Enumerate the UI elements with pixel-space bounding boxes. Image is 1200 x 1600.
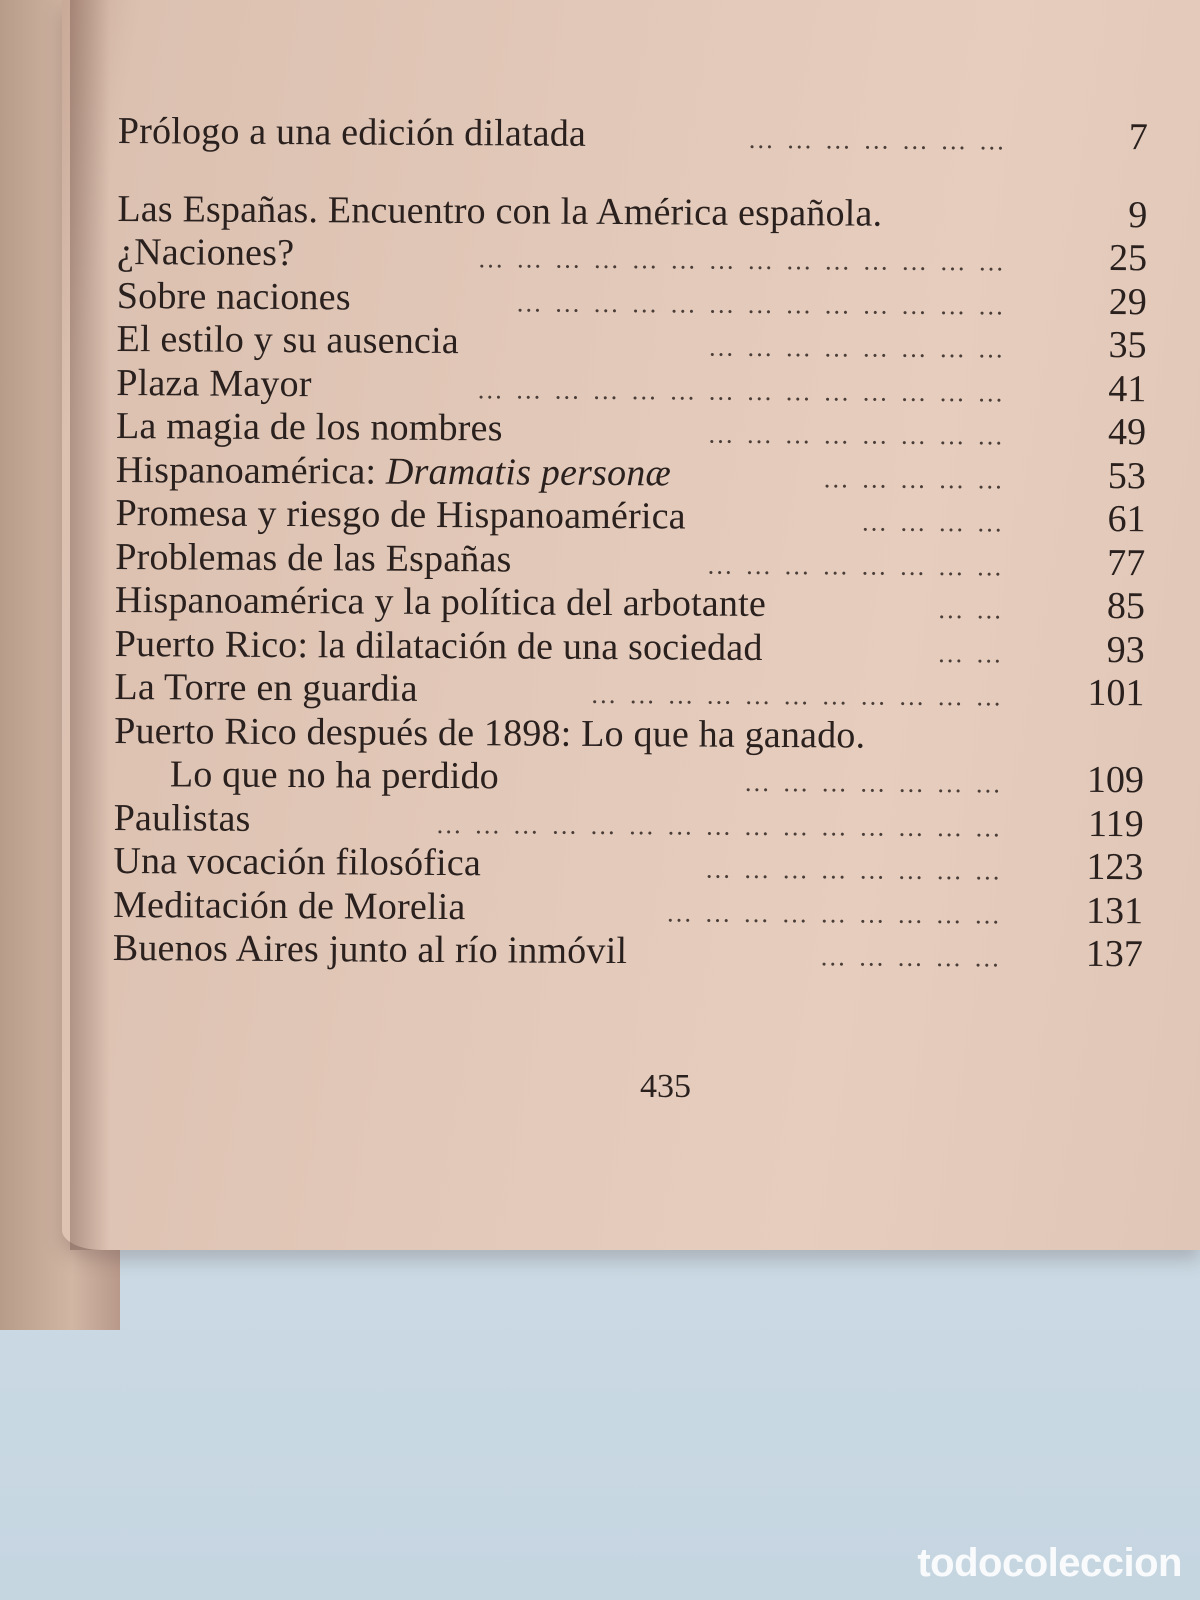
toc-entry-page: 9 xyxy=(1128,193,1148,236)
toc-entry-page: 101 xyxy=(1087,671,1145,715)
toc-leader-dots: … … … … … … … xyxy=(747,124,1008,156)
toc-entry xyxy=(116,405,1146,455)
toc-entry xyxy=(115,535,1145,585)
toc-leader-dots: … … … … … … … … xyxy=(707,419,1007,451)
toc-entry-title: Buenos Aires junto al río inmóvil xyxy=(112,926,628,973)
toc-entry xyxy=(117,231,1147,281)
toc-leader-dots: … … … … … … … … xyxy=(704,854,1004,886)
toc-entry-title: Sobre naciones xyxy=(116,274,351,318)
toc-leader-dots: … … … … … … … … xyxy=(706,550,1006,581)
toc-entry xyxy=(116,448,1146,498)
toc-leader-dots: … … … … … … … … xyxy=(707,332,1007,364)
toc-entry-page: 41 xyxy=(1108,367,1147,410)
toc-entry xyxy=(115,622,1145,672)
toc-entry xyxy=(115,579,1145,629)
toc-entry-page: 119 xyxy=(1087,802,1144,845)
toc-entry xyxy=(114,666,1144,716)
toc-entry-page: 93 xyxy=(1106,628,1145,671)
watermark-logo: todocoleccion xyxy=(917,1541,1182,1585)
toc-entry xyxy=(114,709,1144,759)
toc-leader-dots: … … … … … xyxy=(822,463,1006,494)
toc-entry-title: ¿Naciones? xyxy=(117,230,295,275)
toc-entry-page: 29 xyxy=(1108,280,1147,323)
toc-entry-page: 85 xyxy=(1106,585,1146,628)
toc-entry-page: 53 xyxy=(1107,454,1146,497)
toc-entry xyxy=(113,883,1143,933)
toc-entry-title: La magia de los nombres xyxy=(115,404,503,450)
toc-leader-dots: … … … … … xyxy=(819,942,1003,973)
toc-entry-title: Problemas de las Españas xyxy=(115,535,512,580)
toc-leader-dots: … … … … … … … … … … … … … … xyxy=(477,244,1008,277)
toc-entry-page: 49 xyxy=(1107,411,1147,454)
toc-entry-title: Meditación de Morelia xyxy=(113,883,466,928)
table-of-contents xyxy=(113,110,1148,977)
toc-entry-title: Las Españas. Encuentro con la América española. xyxy=(117,187,883,235)
toc-leader-dots: … … … … … … … … … xyxy=(666,897,1004,929)
page-number-folio: 435 xyxy=(640,1068,691,1105)
toc-leader-dots: … … … … xyxy=(860,507,1006,538)
toc-entry-title: Paulistas xyxy=(113,796,251,840)
toc-entry-title xyxy=(116,448,671,495)
toc-leader-dots: … … … … … … … … … … … … … … xyxy=(476,374,1007,407)
toc-entry-page: 131 xyxy=(1086,889,1144,932)
toc-entry xyxy=(114,796,1144,846)
toc-entry-page: 25 xyxy=(1108,237,1148,280)
toc-entry-title-italic: Dramatis personæ xyxy=(385,450,672,494)
toc-leader-dots: … … … … … … … … … … … xyxy=(590,679,1005,712)
toc-entry-page: 109 xyxy=(1086,758,1145,802)
toc-entry-page: 137 xyxy=(1085,932,1143,976)
toc-leader-dots: … … … … … … … … … … … … … … … xyxy=(435,809,1004,842)
toc-entry xyxy=(116,361,1146,411)
toc-entry-title: La Torre en guardia xyxy=(114,665,418,710)
toc-leader-dots: … … … … … … … … … … … … … xyxy=(515,287,1007,320)
toc-entry xyxy=(114,753,1144,803)
toc-entry-title: Prólogo a una edición dilatada xyxy=(117,110,587,155)
toc-entry xyxy=(118,110,1148,160)
toc-entry-page: 7 xyxy=(1128,116,1148,159)
toc-leader-dots: … … xyxy=(937,638,1005,668)
toc-entry-title: Hispanoamérica y la política del arbotante xyxy=(114,578,767,625)
toc-entry-page: 61 xyxy=(1107,498,1146,541)
toc-entry xyxy=(113,840,1143,890)
gutter-shadow xyxy=(70,0,110,1250)
toc-leader-dots: … … xyxy=(937,595,1006,625)
toc-entry xyxy=(115,492,1145,542)
toc-entry-page: 123 xyxy=(1086,845,1144,889)
toc-entry xyxy=(113,927,1143,977)
toc-entry-title: Promesa y riesgo de Hispanoamérica xyxy=(115,491,686,538)
toc-entry-title: Una vocación filosófica xyxy=(113,839,482,885)
toc-entry-title: Puerto Rico después de 1898: Lo que ha ganado. xyxy=(114,709,866,757)
toc-entry-page: 77 xyxy=(1107,541,1146,584)
toc-entry-title: Lo que no ha perdido xyxy=(169,753,500,798)
toc-entry-title: Plaza Mayor xyxy=(116,361,312,405)
toc-leader-dots: … … … … … … … xyxy=(743,767,1004,799)
toc-entry xyxy=(117,187,1147,237)
toc-entry-title-plain: Hispanoamérica: xyxy=(115,448,387,493)
toc-entry-title: El estilo y su ausencia xyxy=(116,317,460,363)
toc-entry-title: Puerto Rico: la dilatación de una sociedad xyxy=(114,622,763,669)
toc-entry xyxy=(116,318,1146,368)
toc-entry-page: 35 xyxy=(1108,324,1147,367)
toc-entry xyxy=(117,274,1147,324)
